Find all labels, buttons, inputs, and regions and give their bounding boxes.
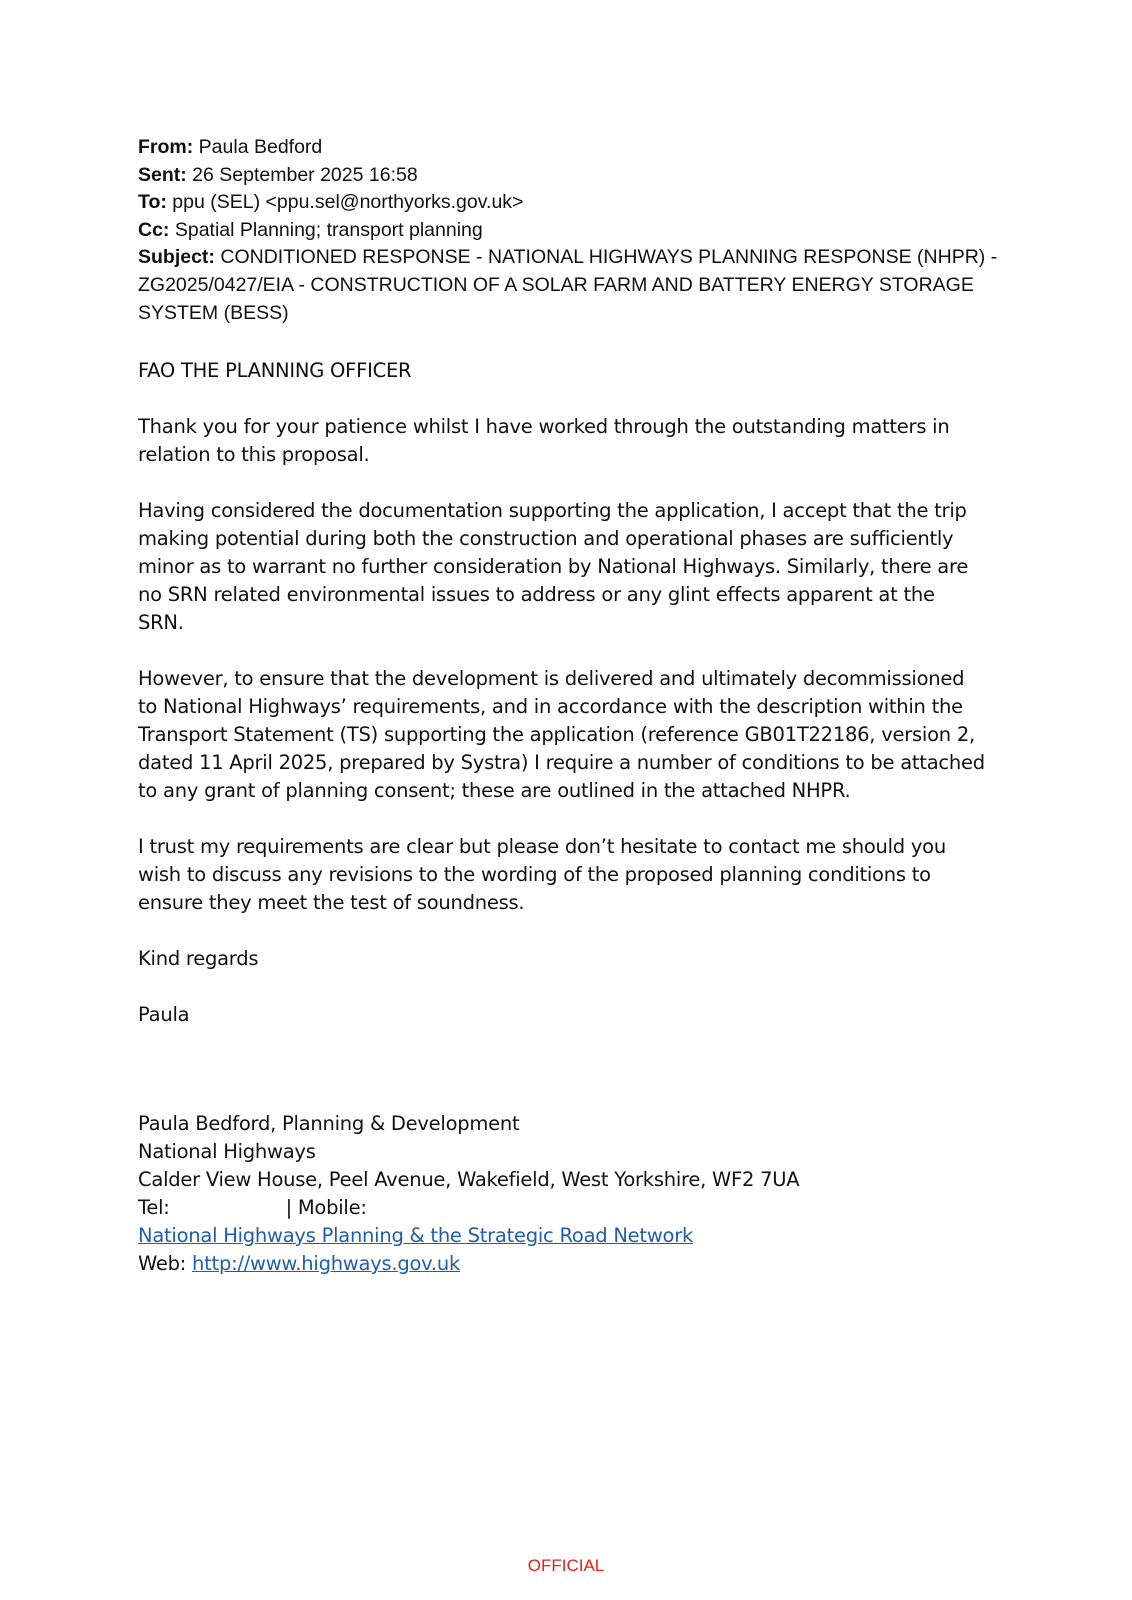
fao-line: FAO THE PLANNING OFFICER: [138, 359, 412, 382]
signature-planning-row: [138, 1222, 1008, 1250]
sent-row: [138, 162, 998, 190]
web-link[interactable]: http://www.highways.gov.uk: [192, 1252, 461, 1275]
sent-label: Sent:: [138, 163, 187, 186]
para3-line-3: Transport Statement (TS) supporting the application (reference GB01T22186, version 2,: [138, 723, 975, 746]
email-body: [138, 357, 1008, 1029]
subject-line-3: SYSTEM (BESS): [138, 301, 289, 324]
signature-web-row: [138, 1250, 1008, 1278]
para2-line-2: making potential during both the construction and operational phases are sufficiently: [138, 527, 954, 550]
to-label: To:: [138, 191, 167, 214]
para3-line-5: to any grant of planning consent; these are outlined in the attached NHPR.: [138, 779, 851, 802]
cc-value: Spatial Planning; transport planning: [174, 218, 483, 241]
signature-phone-row: [138, 1194, 1008, 1222]
web-label: Web:: [138, 1252, 187, 1275]
subject-label: Subject:: [138, 246, 215, 269]
para2-line-5: SRN.: [138, 611, 184, 634]
sent-value: 26 September 2025 16:58: [192, 163, 418, 186]
mobile-label: | Mobile:: [285, 1196, 367, 1219]
para3-line-2: to National Highways’ requirements, and in accordance with the description within the: [138, 695, 963, 718]
para1-line-2: relation to this proposal.: [138, 443, 370, 466]
email-header: [138, 134, 998, 327]
para3-line-1: However, to ensure that the development is delivered and ultimately decommissioned: [138, 667, 965, 690]
to-row: [138, 189, 998, 217]
para1-line-1: Thank you for your patience whilst I have worked through the outstanding matters in: [138, 415, 950, 438]
subject-row: [138, 244, 998, 272]
cc-label: Cc:: [138, 218, 170, 241]
planning-network-link[interactable]: National Highways Planning & the Strategic Road Network: [138, 1224, 694, 1247]
cc-row: [138, 217, 998, 245]
para2-line-4: no SRN related environmental issues to address or any glint effects apparent at the: [138, 583, 935, 606]
para3-line-4: dated 11 April 2025, prepared by Systra) I require a number of conditions to be attached: [138, 751, 985, 774]
para2-line-1: Having considered the documentation supporting the application, I accept that the trip: [138, 499, 967, 522]
from-label: From:: [138, 136, 194, 158]
classification-label: OFFICIAL: [527, 1556, 605, 1575]
para2-line-3: minor as to warrant no further consideration by National Highways. Similarly, there are: [138, 555, 969, 578]
tel-label: Tel:: [138, 1196, 170, 1219]
signature-org: National Highways: [138, 1140, 316, 1163]
para4-line-2: wish to discuss any revisions to the wording of the proposed planning conditions to: [138, 863, 931, 886]
subject-line-2: ZG2025/0427/EIA - CONSTRUCTION OF A SOLAR FARM AND BATTERY ENERGY STORAGE: [138, 273, 974, 296]
subject-line-3-row: [138, 300, 998, 328]
sign-name: Paula: [138, 1003, 190, 1026]
signature-address: Calder View House, Peel Avenue, Wakefield, West Yorkshire, WF2 7UA: [138, 1168, 800, 1191]
from-value: Paula Bedford: [198, 136, 323, 158]
para4-line-1: I trust my requirements are clear but please don’t hesitate to contact me should you: [138, 835, 946, 858]
from-row: [138, 134, 998, 162]
to-value: ppu (SEL) <ppu.sel@northyorks.gov.uk>: [172, 191, 524, 214]
email-signature: [138, 1110, 1008, 1278]
signature-name-role: Paula Bedford, Planning & Development: [138, 1112, 520, 1135]
subject-line-2-row: [138, 272, 998, 300]
closing: Kind regards: [138, 947, 259, 970]
para4-line-3: ensure they meet the test of soundness.: [138, 891, 525, 914]
subject-line-1: CONDITIONED RESPONSE - NATIONAL HIGHWAYS PLANNING RESPONSE (NHPR) -: [220, 246, 998, 269]
